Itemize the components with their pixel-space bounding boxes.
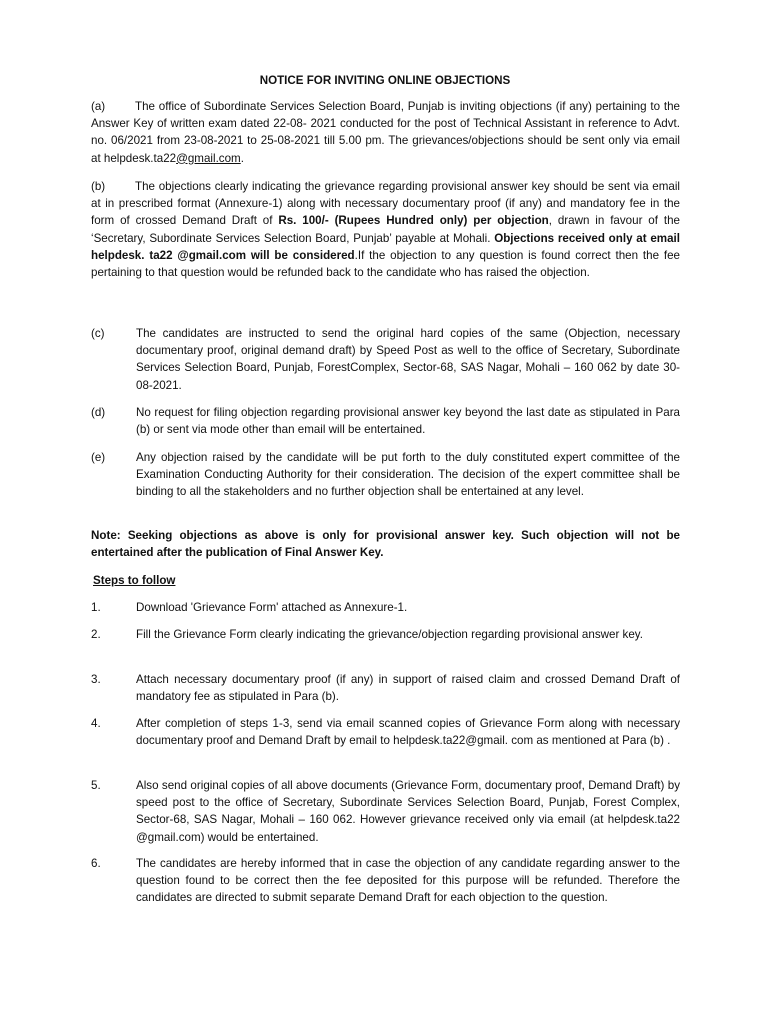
para-d: [91, 404, 680, 438]
para-d-text: No request for filing objection regarding provisional answer key beyond the last date as stipulated in Para (b) or sent via mode other than email will be entertained.: [136, 406, 680, 437]
para-e-text: Any objection raised by the candidate will be put forth to the duly constituted expert committee of the Examination Conducting Authority for their consideration. The decision of the expert committee shall be binding to all the stakeholders and no further objection shall be entertained at any level.: [136, 451, 680, 499]
para-b-fee: Rs. 100/- (Rupees Hundred only) per objection: [278, 214, 549, 228]
step-6: [91, 855, 680, 907]
step-4: [91, 715, 680, 749]
step-number: 5.: [91, 779, 101, 792]
steps-heading: Steps to follow: [93, 574, 176, 587]
step-text: After completion of steps 1-3, send via email scanned copies of Grievance Form along with necessary documentary proof and Demand Draft by email to helpdesk.ta22@gmail. com as mentioned at Para (b) .: [136, 717, 680, 748]
step-text: Also send original copies of all above documents (Grievance Form, documentary proof, Demand Draft) by speed post to the office of Secretary, Subordinate Services Selection Board, Punjab, Forest Complex, Sector-68, SAS Nagar, Mohali – 160 062. However grievance received only via email (at helpdesk.ta22 @gmail.com) would be entertained.: [136, 779, 680, 844]
notice-title: NOTICE FOR INVITING ONLINE OBJECTIONS: [259, 74, 511, 87]
step-2: [91, 626, 680, 643]
step-number: 3.: [91, 673, 101, 686]
step-5: [91, 777, 680, 846]
para-e: [91, 449, 680, 501]
para-a: [91, 98, 680, 167]
para-b: [91, 178, 680, 281]
para-b-text-1: The objections clearly indicating the grievance regarding provisional answer key should be sent via email at in prescribed format (Annexure-1) along with necessary documentary proof (if any) and mandatory fee in the form of crossed Demand Draft of: [91, 180, 680, 228]
step-number: 2.: [91, 628, 101, 641]
email-link[interactable]: @gmail.com: [176, 151, 241, 165]
para-d-label: (d): [91, 406, 106, 419]
step-number: 4.: [91, 717, 101, 730]
para-e-label: (e): [91, 451, 106, 464]
para-b-email-note: Objections received only at email helpdesk. ta22 @gmail.com will be considered: [91, 231, 681, 262]
para-c-label: (c): [91, 327, 105, 340]
para-a-text-end: .: [240, 151, 244, 165]
step-text: Download 'Grievance Form' attached as Annexure-1.: [136, 601, 408, 614]
step-text: Attach necessary documentary proof (if any) in support of raised claim and crossed Demand Draft of mandatory fee as stipulated in Para (b).: [136, 673, 680, 704]
para-b-text-2: , drawn in favour of the ‘Secretary, Subordinate Services Selection Board, Punjab’ payable at Mohali.: [91, 214, 680, 245]
para-c-text: The candidates are instructed to send the original hard copies of the same (Objection, necessary documentary proof, original demand draft) by Speed Post as well to the office of Secretary, Subordinate Services Selection Board, Punjab, ForestComplex, Sector-68, SAS Nagar, Mohali – 160 062 by date 30-08-2021.: [136, 327, 680, 392]
para-b-text-3: .If the objection to any question is found correct then the fee pertaining to that question would be refunded back to the candidate who has raised the objection.: [91, 248, 681, 280]
note: Note: Seeking objections as above is only for provisional answer key. Such objection will not be entertained after the publication of Final Answer Key.: [91, 529, 680, 560]
para-a-text: The office of Subordinate Services Selection Board, Punjab is inviting objections (if any) pertaining to the Answer Key of written exam dated 22-08- 2021 conducted for the post of Technical Assistant in reference to Advt. no. 06/2021 from 23-08-2021 to 25-08-2021 till 5.00 pm. The grievances/objections should be sent only via email at helpdesk.ta22: [91, 100, 680, 165]
para-a-label: (a): [91, 100, 106, 113]
step-number: 6.: [91, 857, 101, 870]
step-text: The candidates are hereby informed that in case the objection of any candidate regarding answer to the question found to be correct then the fee deposited for this purpose will be refunded. Therefore the candidates are directed to submit separate Demand Draft for each objection to the question.: [136, 857, 680, 905]
para-b-label: (b): [91, 180, 106, 193]
step-number: 1.: [91, 601, 101, 614]
step-1: [91, 599, 680, 616]
step-text: Fill the Grievance Form clearly indicating the grievance/objection regarding provisional answer key.: [136, 628, 643, 641]
para-c: [91, 325, 680, 394]
step-3: [91, 671, 680, 705]
